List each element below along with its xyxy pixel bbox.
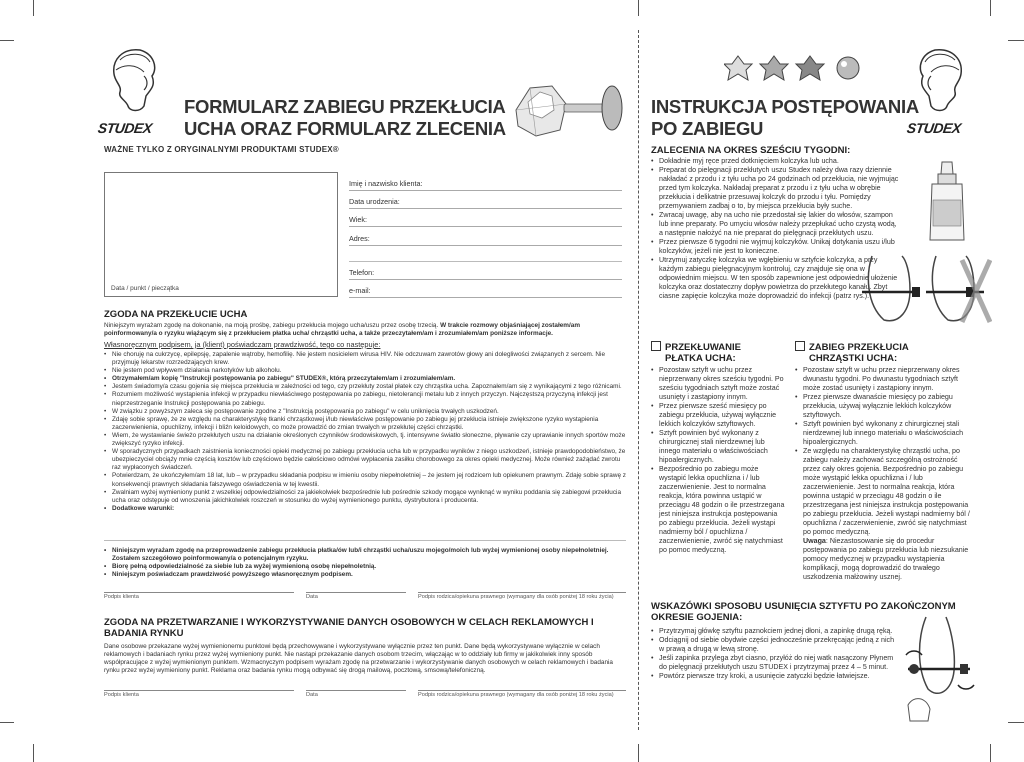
list-item: • Jestem świadomy/a czasu gojenia się miejsca przekłucia w zależności od tego, czy przekłuty został płatek czy chrząstka ucha. Zapoznałem/am się z wynikającymi z tego różnicami. bbox=[104, 383, 626, 391]
list-item: • Sztyft powinien być wykonany z chirurgicznej stali nierdzewnej lub innego materiału o właściwościach hipoalergicznych. bbox=[651, 429, 785, 465]
crop-mark bbox=[638, 744, 639, 762]
consent-heading: ZGODA NA PRZEKŁUCIE UCHA bbox=[104, 309, 248, 320]
cartilage-block bbox=[795, 366, 975, 582]
list-item: • Dokładnie myj ręce przed dotknięciem kolczyka lub ucha. bbox=[651, 157, 901, 166]
list-item: • Dodatkowe warunki: bbox=[104, 505, 626, 513]
consent-bullet-list bbox=[104, 351, 626, 513]
list-item: • W sporadycznych przypadkach zaistnienia konieczności opieki medycznej po zabiegu przekłucia ucha lub w przypadku wyników z niego uszkodzeń, istnieje prawdopodobieństwo, że ubezpieczyciel obciąży mnie częścią kosztów lub częściowo będzie całościowo odmówi wypłacenia zasiłku chorobowego za okres opieki medycznej. Może również zażądać zwrotu raz wypłaconych świadczeń. bbox=[104, 448, 626, 472]
right-title: INSTRUKCJA POSTĘPOWANIA PO ZABIEGU bbox=[651, 96, 919, 139]
list-item: • Zdaję sobie sprawę, że ze względu na charakterystykę tkanki chrząstkowej i/lub niewłaściwe postępowanie po zabiegu jej przekłucia istnieje zwiększone ryzyko wystąpienia zaczerwienienia, opuchlizny, infekcji i bliźn keloidowych, co może prowadzić do zmian trwałych w przekłutej części chrząstki. bbox=[104, 416, 626, 432]
lobe-list bbox=[651, 366, 785, 555]
stamp-box[interactable]: Data / punkt / pieczątka bbox=[104, 172, 338, 297]
stud-earrings-illustration bbox=[724, 52, 874, 88]
list-item: • Przez pierwsze sześć miesięcy po zabiegu przekłucia, używaj wyłącznie lekkich kolczyków sztyftowych. bbox=[651, 402, 785, 429]
crop-mark bbox=[33, 744, 34, 762]
removal-list bbox=[651, 627, 896, 681]
list-item: • Przez pierwsze 6 tygodni nie wyjmuj kolczyków. Unikaj dotykania uszu i/lub kolczyków, jeżeli nie jest to konieczne. bbox=[651, 238, 901, 256]
data-consent-text: Dane osobowe przekazane wyżej wymienionemu punktowi będą przechowywane i wykorzystywane wyłącznie przez ten punkt. Dane będą wykorzystywane wyłącznie w celach reklamowych i badaniach rynku przez wyżej wymieniony punkt. Nie nastąpi przekazanie danych osobom trzecim, włączając w to oddziały lub firmy w jakikolwiek inny sposób współpracujące z wyżej wymienionym punktem. Wzmacnyczym podpisem wyrażam zgodę na przetwarzanie i wykorzystywanie danych osobowych w celach reklamowych i badania rynku przez wyżej wymieniony punkt. Reklama oraz badania rynku mogą odbywać się drogą mailową, pocztową, smsową/telefoniczną. bbox=[104, 643, 613, 675]
list-item: • Zwalniam wyżej wymieniony punkt z wszelkiej odpowiedzialności za jakiekolwiek bezpośrednie lub pośrednie szkody mogące wyniknąć w wyniku poddania się zabiegowi przekłucia ucha oraz odstępuje od wnoszenia jakichkolwiek roszczeń w stosunku do wyżej wymienionego punktu, dystrybutora i producenta. bbox=[104, 489, 626, 505]
logo-wordmark: STUDEX bbox=[96, 120, 153, 136]
left-title: FORMULARZ ZABIEGU PRZEKŁUCIA UCHA ORAZ FORMULARZ ZLECENIA bbox=[184, 96, 506, 139]
crop-mark bbox=[990, 744, 991, 762]
list-item: • Przytrzymaj główkę sztyftu paznokciem jednej dłoni, a zapinkę drugą ręką. bbox=[651, 627, 896, 636]
logo-wordmark: STUDEX bbox=[905, 120, 962, 136]
removal-diagram bbox=[900, 615, 980, 725]
cartilage-list bbox=[795, 366, 975, 537]
client-name-field[interactable]: Imię i nazwisko klienta: bbox=[349, 179, 622, 191]
list-item: • W związku z powyższym zaleca się postępowanie zgodne z "Instrukcją postępowania po zabiegu" w celu uniknięcia trwałych uszkodzeń. bbox=[104, 408, 626, 416]
client-signature-label: Podpis klienta bbox=[104, 594, 139, 600]
list-item: • Potwierdzam, że ukończyłem/am 18 lat, lub – w przypadku składania podpisu w imieniu osoby niepełnoletniej – że jestem jej rodzicem lub opiekunem prawnym. Zdaję sobie sprawę z konsekwencji prawnych składania fałszywego oświadczenia w tej kwestii. bbox=[104, 472, 626, 488]
address-field-line2[interactable] bbox=[349, 250, 622, 262]
client-signature-line[interactable] bbox=[104, 592, 294, 593]
crop-mark bbox=[1008, 722, 1024, 723]
divider bbox=[104, 540, 626, 541]
caution-note: Uwaga: Niezastosowanie się do procedur postępowania po zabiegu przekłucia lub niezsukanie pomocy medycznej w przypadku wystąpienia komplikacji, mogą doprowadzić do trwałego uszkodzenia małżowiny usznej. bbox=[803, 537, 969, 581]
data-consent-heading: ZGODA NA PRZETWARZANIE I WYKORZYSTYWANIE DANYCH OSOBOWYCH W CELACH REKLAMOWYCH I BADANIA RYNKU bbox=[104, 617, 594, 639]
guardian-signature-line[interactable] bbox=[418, 592, 626, 593]
studex-logo-left bbox=[96, 46, 170, 136]
cartilage-heading: ZABIEG PRZEKŁUCIA CHRZĄSTKI UCHA: bbox=[795, 341, 909, 364]
list-item: • Ze względu na charakterystykę chrząstki ucha, po zabiegu należy zachować szczególną ostrożność przez cały okres gojenia. Bezpośrednio po zabiegu może wystąpić lekka opuchlizna i / lub zaczerwienienie. Jest to normalna reakcja, która powinna ustąpić w przeciągu 48 godzin o ile przestrzegana jest niniejsza instrukcja postępowania po zabiegu przekłucia. Jeżeli wystąpi nadmierny ból / opuchlizna / zaczerwienienie, zwróć się natychmiast po pomoc medyczną. bbox=[795, 447, 975, 537]
guardian-signature-line-2[interactable] bbox=[418, 690, 626, 691]
list-item: • Utrzymuj zatyczkę kolczyka we wgłębieniu w sztyfcie kolczyka, a przy każdym zabiegu pielęgnacyjnym kontroluj, czy znajduje się ona w odpowiednim miejscu. W ten sposób zapewnione jest odpowiednie ułożenie kolczyka oraz dostateczny dopływ powietrza do przekłutego kanału. Zbyt ciasne zapięcie kolczyka może doprowadzić do infekcji (patrz rys.). bbox=[651, 256, 901, 301]
list-item: • Wiem, że wystawianie świeżo przekłutych uszu na działanie określonych czynników środowiskowych, tj. intensywne światło słoneczne, pływanie czy uprawianie innych sportów może zwiększyć ryzyko infekcji. bbox=[104, 432, 626, 448]
list-item: • Niniejszym poświadczam prawdziwość powyższego własnoręcznym podpisem. bbox=[104, 571, 626, 579]
lobe-heading: PRZEKŁUWANIE PŁATKA UCHA: bbox=[651, 341, 741, 364]
care-solution-bottle bbox=[922, 160, 972, 245]
list-item: • Pozostaw sztyft w uchu przez nieprzerwany okres dwunastu tygodni. Po dwunastu tygodniach sztyft może zostać usunięty i zastąpiony innym. bbox=[795, 366, 975, 393]
date-signature-line-2[interactable] bbox=[306, 690, 406, 691]
list-item: • Jeśli zapinka przylega zbyt ciasno, przyłóż do niej watk nasączony Płynem do pielęgnacji przekłutych uszu STUDEX i przytrzymaj przez 4 – 5 minut. bbox=[651, 654, 896, 672]
list-item: • Pozostaw sztyft w uchu przez nieprzerwany okres sześciu tygodni. Po sześciu tygodniach sztyft może zostać usunięty i zastąpiony innym. bbox=[651, 366, 785, 402]
fold-line bbox=[638, 30, 639, 730]
recommendations-heading: ZALECENIA NA OKRES SZEŚCIU TYGODNI: bbox=[651, 145, 851, 156]
removal-heading: WSKAZÓWKI SPOSOBU USUNIĘCIA SZTYFTU PO ZAKOŃCZONYM OKRESIE GOJENIA: bbox=[651, 601, 956, 623]
client-signature-line-2[interactable] bbox=[104, 690, 294, 691]
list-item: • Odciągnij od siebie obydwie części jednocześnie przekręcając jedną z nich w prawą a drugą w lewą stronę. bbox=[651, 636, 896, 654]
guardian-signature-label-2: Podpis rodzica/opiekuna prawnego (wymagany dla osób poniżej 18 roku życia) bbox=[418, 692, 614, 698]
list-item: • Zwracaj uwagę, aby na ucho nie przedostał się lakier do włosów, szampon lub inne preparaty. Po umyciu włosów należy przepłukać ucho czystą wodą, a następnie nałożyć na nie preparat do pielęgnacji przekłutych uszu. bbox=[651, 211, 901, 238]
lobe-checkbox[interactable] bbox=[651, 341, 661, 351]
crop-mark bbox=[1008, 40, 1024, 41]
left-subtitle: WAŻNE TYLKO Z ORYGINALNYMI PRODUKTAMI STUDEX® bbox=[104, 145, 339, 154]
date-label-2: Data bbox=[306, 692, 318, 698]
date-label: Data bbox=[306, 594, 318, 600]
list-item: • Sztyft powinien być wykonany z chirurgicznej stali nierdzewnej lub innego materiału o właściwościach hipoalergicznych. bbox=[795, 420, 975, 447]
crop-mark bbox=[0, 722, 14, 723]
list-item: • Niniejszym wyrażam zgodę na przeprowadzenie zabiegu przekłucia płatka/ów lub/i chrząstki ucha/uszu mojego/moich lub wyżej wymienionej osoby niepełnoletniej. Zostałem szczegółowo poinformowany/a o potencjalnym ryzyku. bbox=[104, 547, 626, 563]
list-item: • Otrzymałem/am kopię "Instrukcji postępowania po zabiegu" STUDEX®, którą przeczytałem/am i zrozumiałem/am. bbox=[104, 375, 626, 383]
list-item: • Nie jestem pod wpływem działania narkotyków lub alkoholu. bbox=[104, 367, 626, 375]
date-signature-line[interactable] bbox=[306, 592, 406, 593]
list-item: • Rozumiem możliwość wystąpienia infekcji w przypadku niewłaściwego postępowania po zabiegu, nietolerancji metalu lub z innych przyczyn. Najczęstszą przyczyną infekcji jest nieprzestrzeganie Instrukcji postępowania po zabiegu. bbox=[104, 391, 626, 407]
crop-mark bbox=[33, 0, 34, 16]
list-item: • Powtórz pierwsze trzy kroki, a usunięcie zatyczki będzie łatwiejsze. bbox=[651, 672, 896, 681]
address-field[interactable]: Adres: bbox=[349, 234, 622, 246]
final-bullet-list bbox=[104, 547, 626, 579]
cartilage-checkbox[interactable] bbox=[795, 341, 805, 351]
age-field[interactable]: Wiek: bbox=[349, 215, 622, 227]
list-item: • Przez pierwsze dwanaście miesięcy po zabiegu przekłucia, używaj wyłącznie lekkich kolczyków sztyftowych. bbox=[795, 393, 975, 420]
list-item: • Preparat do pielęgnacji przekłutych uszu Studex należy dwa razy dziennie nakładać z przodu i z tyłu ucha po 24 godzinach od przekłucia, nie wyjmując przed tym kolczyka. Nakładaj preparat z przodu i z tyłu ucha w obrębie przekłucia i delikatnie przesuwaj kolczyk do przodu i tyłu. Pomiędzy przemywaniem zadbaj o to, by miejsca przekłucia były suche. bbox=[651, 166, 901, 211]
birth-date-field[interactable]: Data urodzenia: bbox=[349, 197, 622, 209]
crop-mark bbox=[638, 0, 639, 16]
phone-field[interactable]: Telefon: bbox=[349, 268, 622, 280]
studex-logo-right bbox=[905, 46, 975, 136]
list-item: • Biorę pełną odpowiedzialność za siebie lub za wyżej wymienioną osobę niepełnoletnią. bbox=[104, 563, 626, 571]
confirm-line: Własnoręcznym podpisem, ja (klient) poświadczam prawdziwość, tego co następuje: bbox=[104, 340, 381, 349]
list-item: • Bezpośrednio po zabiegu może wystąpić lekka opuchlizna i / lub zaczerwienienie. Jest to normalna reakcja, która powinna ustąpić w przeciągu 48 godzin o ile przestrzegana jest niniejsza instrukcja postępowania po zabiegu przekłucia. Jeżeli wystąpi nadmierny ból / opuchlizna / zaczerwienienie, zwróć się natychmiast po pomoc medyczną. bbox=[651, 465, 785, 555]
crop-mark bbox=[990, 0, 991, 16]
consent-intro: Niniejszym wyrażam zgodę na dokonanie, na moją prośbę, zabiegu przekłucia mojego ucha/uszu przez osobę trzecią. W trakcie rozmowy objaśniającej zostałem/am poinformowany/a o ryzyku wiążącym się z przekłuciem płatka ucha/ chrząstki ucha, a także przeczytałem/am i zrozumiałem/am poniższe informacje. bbox=[104, 322, 580, 338]
list-item: • Nie choruję na cukrzycę, epilepsję, zapalenie wątroby, hemofilię. Nie jestem nosicielem wirusa HIV. Nie odczuwam zawrotów głowy ani dolegliwości związanych z sercem. Nie przyjmuję lekarstw rozrzedzających krew. bbox=[104, 351, 626, 367]
earring-fitting-diagram bbox=[862, 254, 992, 324]
email-field[interactable]: e-mail: bbox=[349, 286, 622, 298]
client-signature-label-2: Podpis klienta bbox=[104, 692, 139, 698]
guardian-signature-label: Podpis rodzica/opiekuna prawnego (wymagany dla osób poniżej 18 roku życia) bbox=[418, 594, 614, 600]
earring-illustration bbox=[508, 74, 628, 144]
crop-mark bbox=[0, 40, 14, 41]
